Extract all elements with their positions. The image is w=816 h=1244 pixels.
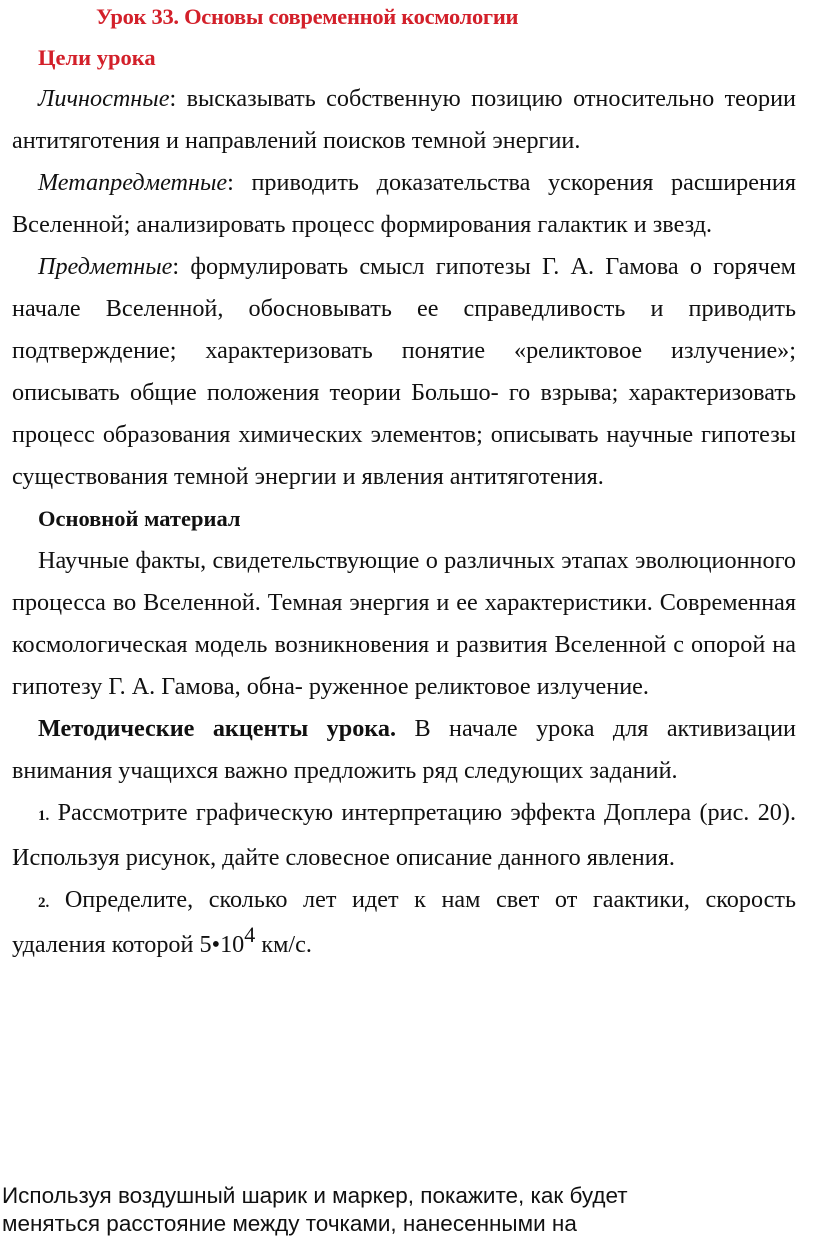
meta-goals-label: Метапредметные bbox=[38, 169, 228, 196]
continuation-text bbox=[2, 1182, 802, 1238]
task-2-text: Определите, сколько лет идет к нам свет от гаактики, скорость удаления которой 5•10 bbox=[12, 886, 796, 958]
method-paragraph bbox=[12, 708, 796, 792]
personal-goals-paragraph bbox=[12, 78, 796, 162]
personal-goals-label: Личностные bbox=[38, 85, 170, 112]
goals-heading: Цели урока bbox=[38, 45, 156, 70]
material-paragraph: Научные факты, свидетельствующие о различных этапах эволюционного процесса во Вселенной. Темная энергия и ее характеристики. Современная космологическая модель возникновения и развития Вселенной с опорой на гипотезу Г. А. Гамова, обна- руженное реликтовое излучение. bbox=[12, 547, 796, 700]
personal-goals-text: : высказывать собственную позицию относительно теории антитяготения и направлений поисков темной энергии. bbox=[12, 85, 796, 154]
lesson-body bbox=[12, 78, 796, 966]
method-text: В начале урока для активизации внимания учащихся важно предложить ряд следующих заданий. bbox=[12, 715, 796, 784]
continuation-line-1: Используя воздушный шарик и маркер, покажите, как будет bbox=[2, 1183, 628, 1208]
task-2-unit: км/с. bbox=[255, 931, 312, 958]
continuation-line-2: меняться расстояние между точками, нанесенными на bbox=[2, 1211, 577, 1236]
meta-goals-paragraph bbox=[12, 162, 796, 246]
task-1-text: Рассмотрите графическую интерпретацию эффекта Доплера (рис. 20). Используя рисунок, дайте словесное описание данного явления. bbox=[12, 799, 796, 871]
meta-goals-text: : приводить доказательства ускорения расширения Вселенной; анализировать процесс формирования галактик и звезд. bbox=[12, 169, 796, 238]
subject-goals-label: Предметные bbox=[38, 253, 173, 280]
task-2-paragraph bbox=[12, 879, 796, 966]
method-label: Методические акценты урока. bbox=[38, 715, 397, 742]
material-heading: Основной материал bbox=[38, 506, 241, 531]
lesson-title: Урок 33. Основы современной космологии bbox=[96, 4, 519, 29]
task-1-number: 1. bbox=[38, 808, 50, 824]
task-2-exponent: 4 bbox=[244, 922, 256, 947]
task-2-number: 2. bbox=[38, 895, 50, 911]
subject-goals-text: : формулировать смысл гипотезы Г. А. Гамова о горячем начале Вселенной, обосновывать ее справедливость и приводить подтверждение; характеризовать понятие «реликтовое излучение»; описывать общие положения теории Большо- го взрыва; характеризовать процесс образования химических элементов; описывать научные гипотезы существования темной энергии и явления антитяготения. bbox=[12, 253, 796, 490]
subject-goals-paragraph bbox=[12, 246, 796, 498]
task-1-paragraph bbox=[12, 792, 796, 879]
